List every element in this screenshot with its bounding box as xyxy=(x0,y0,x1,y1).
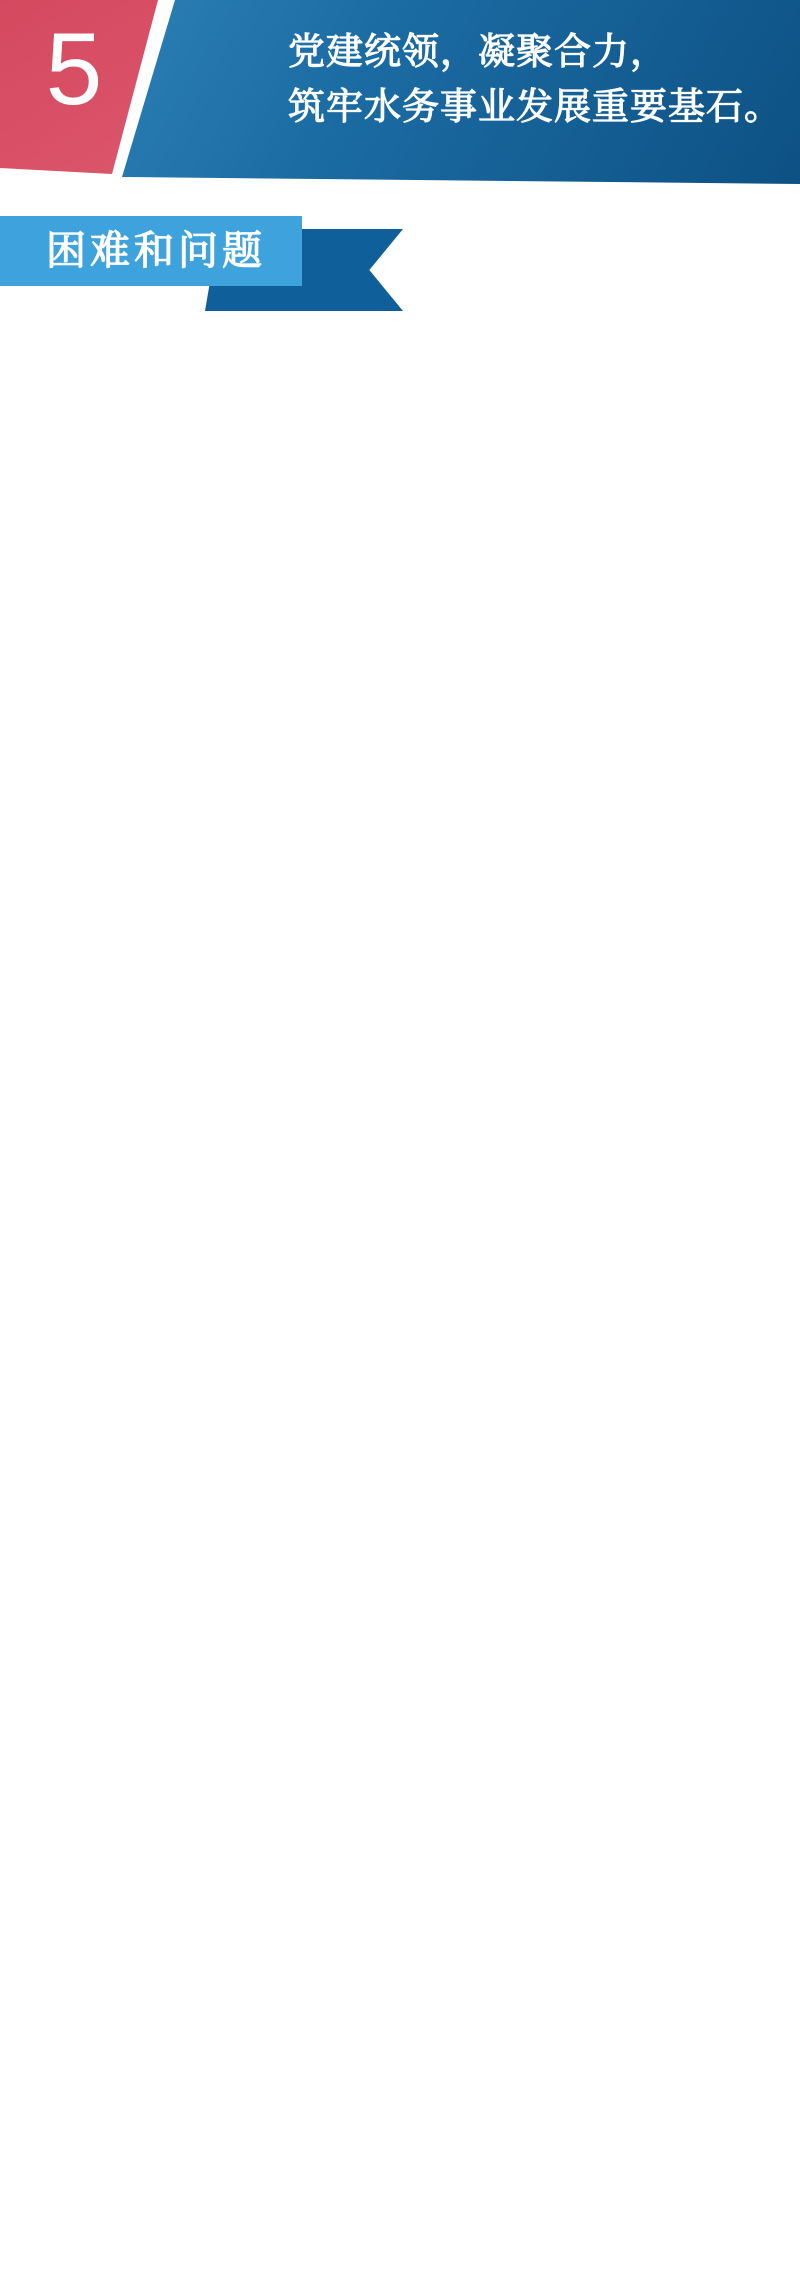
page-title-line2: 筑牢水务事业发展重要基石。 xyxy=(288,86,782,127)
issues-banner xyxy=(0,216,800,286)
page-header xyxy=(0,0,800,192)
section-number: 5 xyxy=(45,12,103,126)
page-title-line1: 党建统领，凝聚合力， xyxy=(288,31,668,72)
page-title xyxy=(288,24,782,134)
issues-banner-title: 困难和问题 xyxy=(0,216,302,286)
